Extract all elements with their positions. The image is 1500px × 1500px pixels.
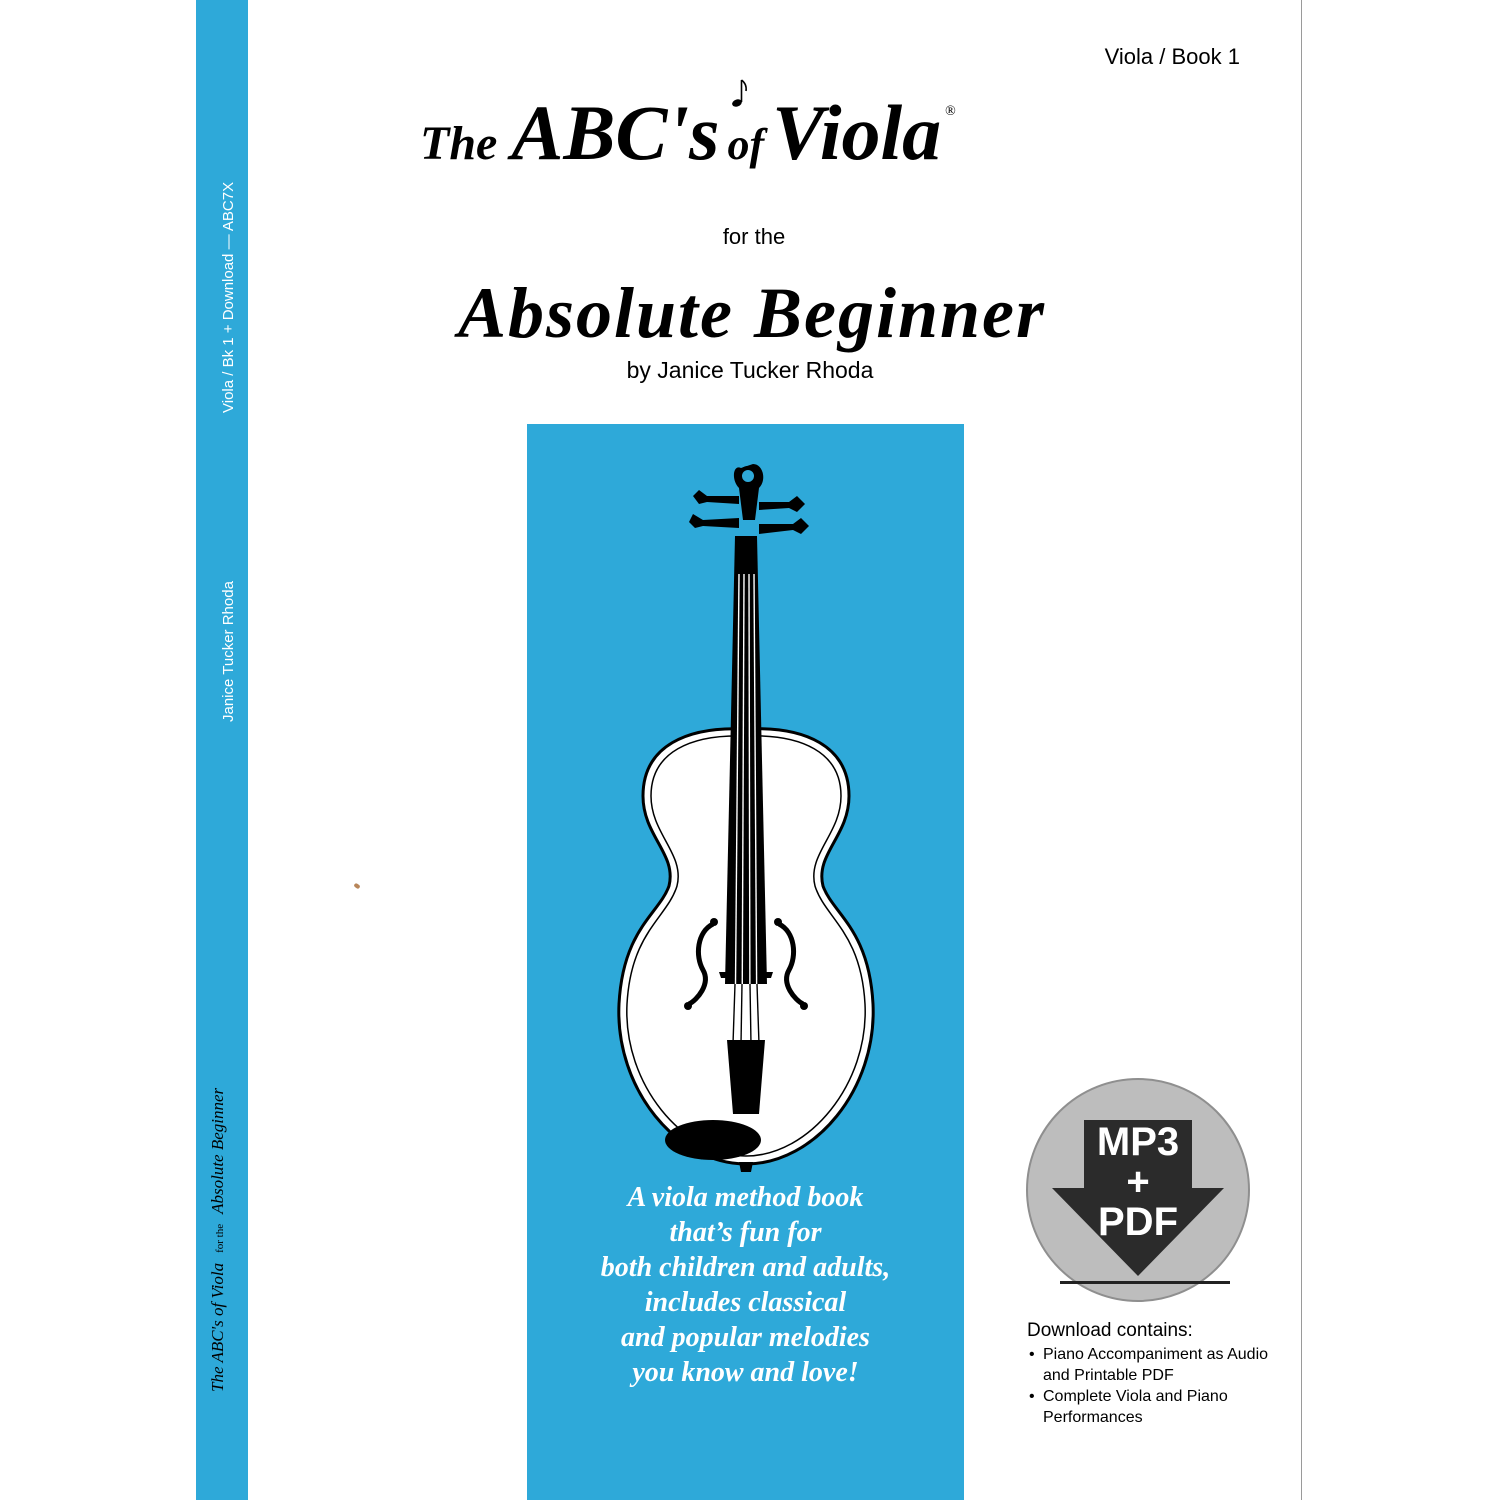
badge-pdf: PDF [1098,1200,1178,1244]
download-heading: Download contains: [1027,1320,1193,1341]
badge-mp3: MP3 [1096,1120,1180,1164]
download-item: • Complete Viola and Piano Performances [1027,1386,1287,1428]
blurb-line: includes classical [644,1287,847,1318]
blurb-line: A viola method book [627,1182,864,1213]
mp3-pdf-badge [1026,1078,1250,1302]
author-line: by Janice Tucker Rhoda [626,357,874,383]
subtitle-connector: for the [722,224,786,249]
main-title: Absolute Beginner [457,273,1047,353]
brand-the: The [420,117,498,170]
viola-illustration [527,424,964,1184]
blurb-line: both children and adults, [600,1252,891,1283]
registered-mark: ® [945,104,956,119]
spine-title [208,1088,228,1392]
blurb-text [527,1180,964,1390]
brand-viola: Viola [772,89,942,176]
blurb-line: and popular melodies [621,1322,870,1353]
spine-author: Janice Tucker Rhoda [220,581,237,722]
series-label: Viola / Book 1 [1104,44,1240,69]
spine-title-main: Absolute Beginner [208,1087,227,1214]
download-item: • Piano Accompaniment as Audio and Printable PDF [1027,1344,1287,1386]
blurb-line: you know and love! [632,1357,859,1388]
spine-title-connector: for the [214,1223,226,1253]
badge-plus: + [1126,1160,1150,1204]
download-contents [1027,1320,1287,1428]
download-list [1027,1344,1287,1428]
spine-code-line: Viola / Bk 1 + Download — ABC7X [220,181,237,413]
brand-abc: ABC's [511,89,720,176]
spine-title-brand: The ABC's of Viola [208,1262,227,1392]
blurb-line: that’s fun for [669,1217,822,1248]
badge-underline [1060,1281,1230,1284]
eighth-note-icon [731,78,751,108]
brand-of: of [727,120,765,169]
brand-title [420,88,956,178]
